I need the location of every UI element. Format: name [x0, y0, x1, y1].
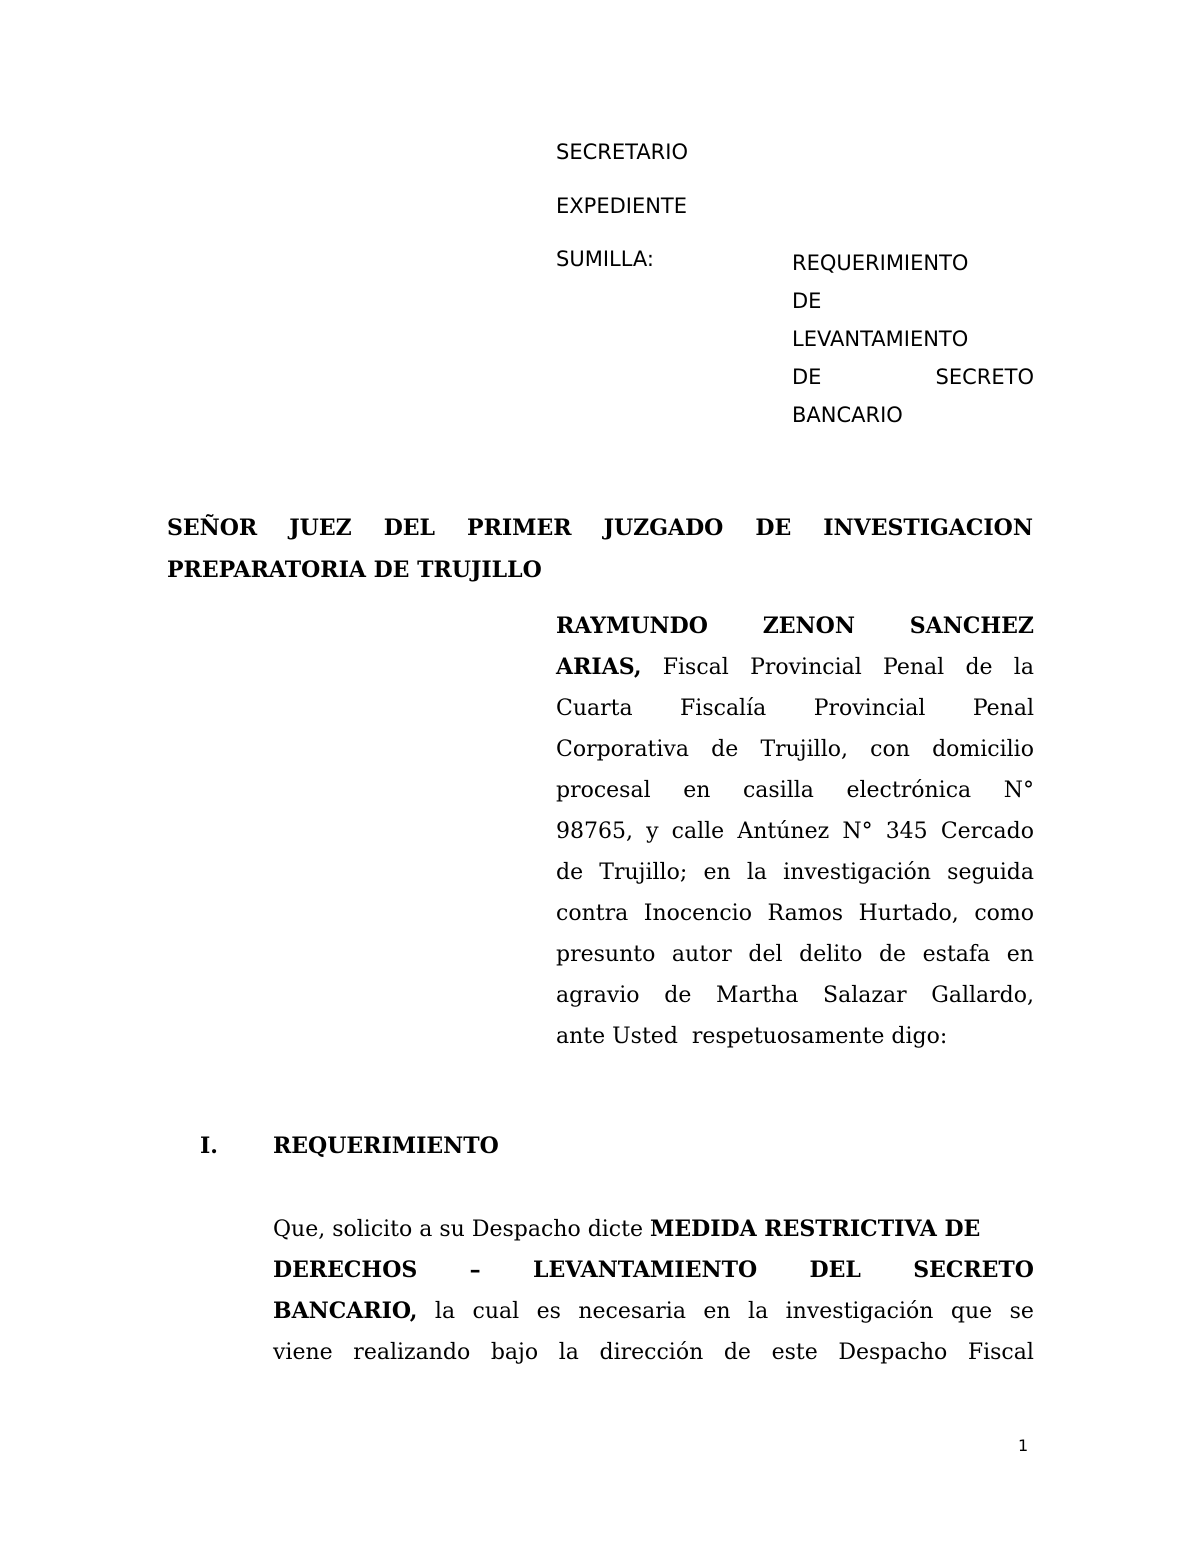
header-expediente: EXPEDIENTE [556, 194, 688, 218]
intro-line-8 [556, 893, 1034, 934]
word: realizando [353, 1340, 471, 1365]
word: de [556, 860, 584, 885]
intro-line-3 [556, 688, 1034, 729]
word: 345 [885, 819, 928, 844]
word: investigación [785, 1299, 934, 1324]
word: como [974, 901, 1034, 926]
header-sumilla-label: SUMILLA: [556, 247, 654, 271]
word: casilla [742, 778, 814, 803]
word: Penal [972, 696, 1034, 721]
word: DE [755, 515, 792, 541]
intro-line-9 [556, 934, 1034, 975]
intro-name-line [556, 606, 1034, 647]
word: Corporativa [556, 737, 689, 762]
addressee-line-2: PREPARATORIA DE TRUJILLO [167, 557, 542, 583]
word: Martha [716, 983, 799, 1008]
intro-line-6 [556, 811, 1034, 852]
word: Cuarta [556, 696, 633, 721]
sumilla-line: BANCARIO [792, 403, 903, 427]
word: Trujillo, [760, 737, 848, 762]
header-secretario: SECRETARIO [556, 140, 688, 164]
intro-name-surname: ARIAS, [556, 654, 642, 680]
word: Antúnez [737, 819, 830, 844]
word: LEVANTAMIENTO [533, 1257, 758, 1283]
word: JUEZ [289, 515, 352, 541]
word: la [434, 1299, 456, 1324]
word: DEL [383, 515, 436, 541]
word: RAYMUNDO [556, 613, 708, 639]
section-number: I. [200, 1133, 218, 1159]
word: SANCHEZ [909, 613, 1034, 639]
word: presunto [556, 942, 656, 967]
word: la [1013, 655, 1034, 680]
section-paragraph [273, 1209, 1034, 1373]
word: INVESTIGACION [823, 515, 1033, 541]
sumilla-word: SECRETO [935, 365, 1034, 389]
word: N° [842, 819, 873, 844]
word: Provincial [750, 655, 862, 680]
paragraph-emphasis: MEDIDA RESTRICTIVA DE [650, 1216, 981, 1242]
word: calle [671, 819, 725, 844]
word: de [711, 737, 739, 762]
intro-line-7 [556, 852, 1034, 893]
sumilla-value [792, 244, 1034, 434]
word: Ramos [767, 901, 844, 926]
word: y [646, 819, 659, 844]
addressee [167, 507, 1033, 591]
word: domicilio [932, 737, 1034, 762]
word: SECRETO [913, 1257, 1034, 1283]
word: en [683, 778, 711, 803]
sumilla-line [792, 358, 1034, 396]
word: estafa [922, 942, 991, 967]
word: seguida [947, 860, 1034, 885]
word: la [558, 1340, 579, 1365]
word: ZENON [762, 613, 855, 639]
word: contra [556, 901, 629, 926]
word: Penal [883, 655, 945, 680]
section-title: REQUERIMIENTO [273, 1133, 499, 1159]
word: de [878, 942, 907, 967]
word: la [748, 1299, 769, 1324]
word: Despacho [838, 1340, 948, 1365]
word: DEL [809, 1257, 861, 1283]
word: 98765, [556, 819, 633, 844]
paragraph-line-2 [273, 1250, 1034, 1291]
word: – [469, 1257, 481, 1283]
word: la [746, 860, 767, 885]
sumilla-line: DE [792, 289, 822, 313]
word: DERECHOS [273, 1257, 418, 1283]
intro-line-10 [556, 975, 1034, 1016]
word: dirección [599, 1340, 704, 1365]
word: de [965, 655, 993, 680]
intro-line-11: ante Usted respetuosamente digo: [556, 1024, 948, 1049]
word: agravio [556, 983, 640, 1008]
word: en [703, 860, 731, 885]
word: Fiscal [967, 1340, 1034, 1365]
word: de [723, 1340, 751, 1365]
word: procesal [556, 778, 651, 803]
word: PRIMER [467, 515, 572, 541]
sumilla-word: DE [792, 365, 822, 389]
word: se [1009, 1299, 1034, 1324]
intro-block [556, 606, 1034, 1057]
addressee-line-1 [167, 507, 1033, 549]
word: bajo [490, 1340, 539, 1365]
word: autor [671, 942, 732, 967]
word: de [664, 983, 692, 1008]
word: en [1006, 942, 1034, 967]
word: Hurtado, [858, 901, 959, 926]
word: Inocencio [643, 901, 752, 926]
paragraph-line-1 [273, 1209, 1034, 1250]
intro-line-5 [556, 770, 1034, 811]
paragraph-text: Que, solicito a su Despacho dicte [273, 1217, 650, 1242]
word: SEÑOR [167, 515, 258, 541]
intro-line-2 [556, 647, 1034, 688]
word: electrónica [846, 778, 972, 803]
paragraph-emphasis: BANCARIO, [273, 1298, 418, 1324]
word: necesaria [578, 1299, 686, 1324]
word: Trujillo; [599, 860, 688, 885]
word: del [748, 942, 783, 967]
word: Salazar [823, 983, 907, 1008]
word: Gallardo, [931, 983, 1034, 1008]
word: que [950, 1299, 993, 1324]
word: con [870, 737, 910, 762]
paragraph-line-3 [273, 1291, 1034, 1332]
intro-line-4 [556, 729, 1034, 770]
word: es [536, 1299, 561, 1324]
word: viene [273, 1340, 333, 1365]
word: investigación [783, 860, 931, 885]
word: este [771, 1340, 818, 1365]
word: cual [472, 1299, 520, 1324]
page-number: 1 [1018, 1436, 1029, 1455]
word: Fiscalía [680, 696, 767, 721]
paragraph-line-4 [273, 1332, 1034, 1373]
sumilla-line: REQUERIMIENTO [792, 251, 969, 275]
sumilla-line: LEVANTAMIENTO [792, 327, 969, 351]
word: Fiscal [662, 655, 729, 680]
word: Provincial [813, 696, 926, 721]
word: JUZGADO [603, 515, 724, 541]
word: delito [799, 942, 863, 967]
word: Cercado [940, 819, 1034, 844]
word: N° [1003, 778, 1034, 803]
word: en [703, 1299, 731, 1324]
